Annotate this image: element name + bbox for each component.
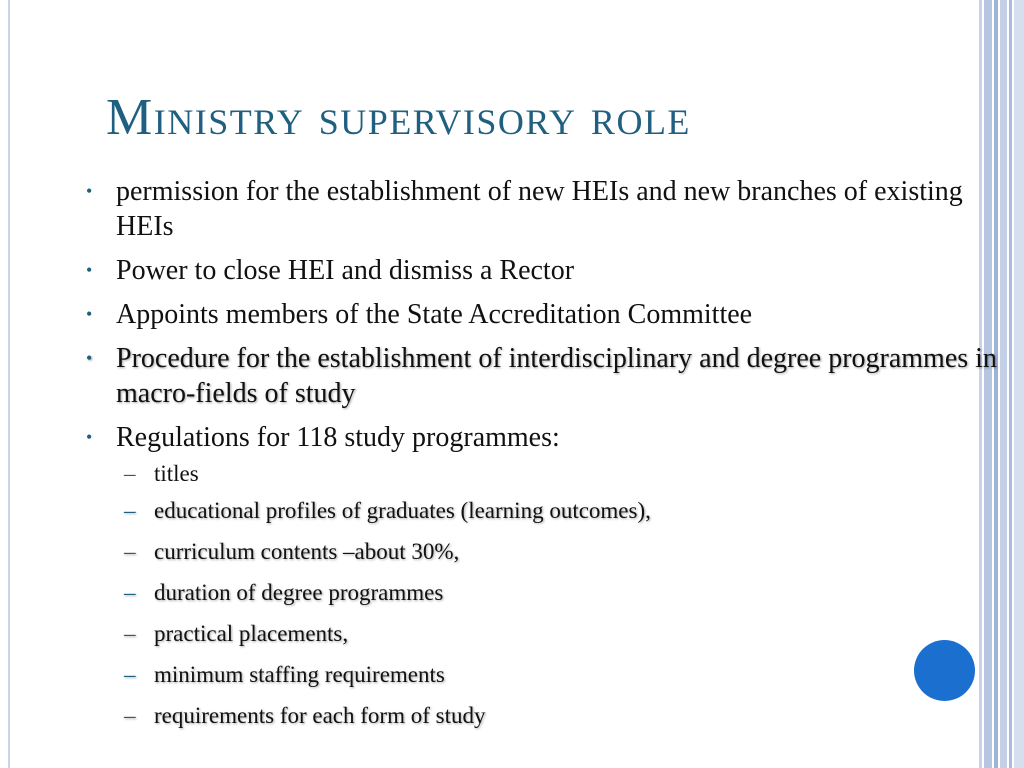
bullet-text: Power to close HEI and dismiss a Rector — [116, 255, 575, 286]
left-border-line — [8, 0, 10, 768]
bullet-text: Appoints members of the State Accreditation Committee — [116, 299, 753, 330]
sub-bullet-text: practical placements, — [154, 621, 349, 646]
sub-bullet-text: duration of degree programmes — [154, 580, 444, 605]
bullet-text: Regulations for 118 study programmes: — [116, 422, 560, 453]
bullet-item — [80, 341, 1010, 411]
bullet-icon: • — [86, 427, 93, 447]
dash-icon: – — [124, 703, 136, 728]
slide-content — [80, 174, 1010, 742]
right-stripe — [1014, 0, 1024, 768]
sub-bullet-text: minimum staffing requirements — [154, 662, 445, 687]
bullet-item — [80, 174, 1010, 244]
bullet-list — [80, 174, 1010, 730]
sub-bullet-item — [116, 496, 1010, 525]
bullet-icon: • — [86, 348, 93, 368]
sub-bullet-item — [116, 537, 1010, 566]
bullet-item — [80, 420, 1010, 730]
bullet-item — [80, 297, 1010, 332]
slide-title: Ministry supervisory role — [106, 89, 691, 146]
sub-bullet-item — [116, 619, 1010, 648]
sub-bullet-text: requirements for each form of study — [154, 703, 486, 728]
dash-icon: – — [124, 461, 136, 486]
bullet-text: Procedure for the establishment of interdisciplinary and degree programmes in macro-fields of study — [116, 343, 997, 409]
sub-bullet-text: curriculum contents –about 30%, — [154, 539, 460, 564]
sub-bullet-text: titles — [154, 461, 199, 486]
bullet-item — [80, 253, 1010, 288]
sub-bullet-item — [116, 578, 1010, 607]
dash-icon: – — [124, 539, 136, 564]
sub-bullet-text: educational profiles of graduates (learning outcomes), — [154, 498, 651, 523]
dash-icon: – — [124, 662, 136, 687]
decorative-circle-icon — [914, 640, 975, 701]
dash-icon: – — [124, 498, 136, 523]
bullet-text: permission for the establishment of new HEIs and new branches of existing HEIs — [116, 176, 963, 242]
dash-icon: – — [124, 621, 136, 646]
sub-bullet-list — [116, 459, 1010, 730]
dash-icon: – — [124, 580, 136, 605]
bullet-icon: • — [86, 304, 93, 324]
sub-bullet-item — [116, 459, 1010, 488]
sub-bullet-item — [116, 660, 1010, 689]
bullet-icon: • — [86, 181, 93, 201]
bullet-icon: • — [86, 260, 93, 280]
sub-bullet-item — [116, 701, 1010, 730]
